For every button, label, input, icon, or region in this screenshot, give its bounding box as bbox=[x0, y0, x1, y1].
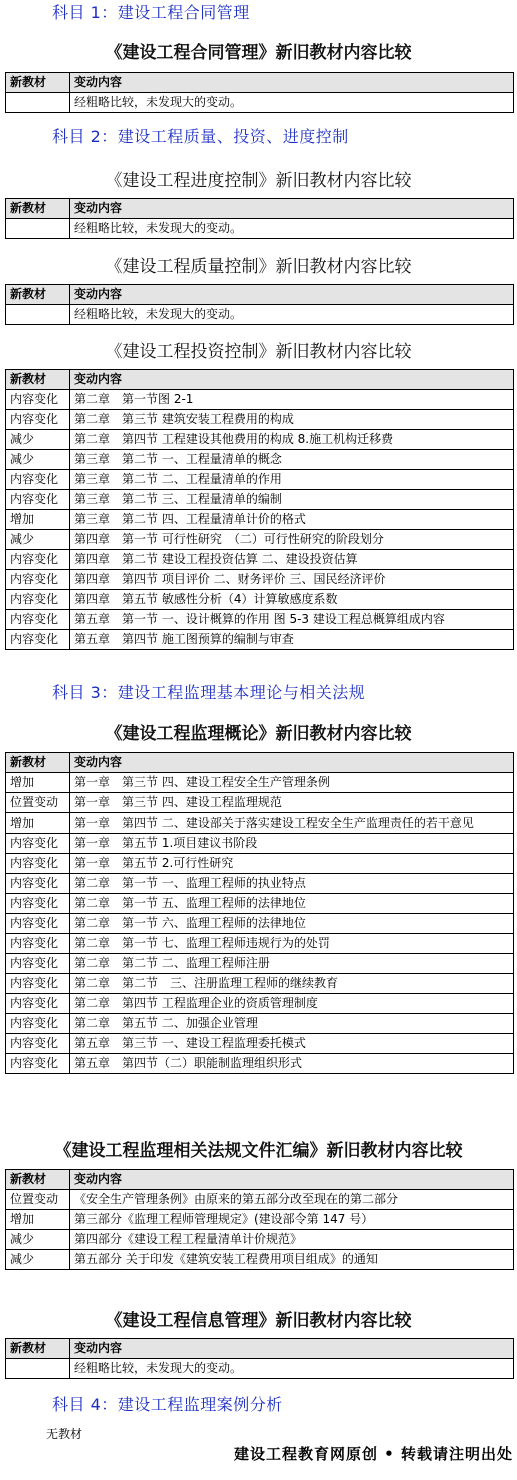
cell-new-book: 减少 bbox=[6, 430, 70, 450]
table-row bbox=[6, 510, 514, 530]
cell-new-book: 内容变化 bbox=[6, 934, 70, 954]
table-row bbox=[6, 773, 514, 793]
table-row bbox=[6, 490, 514, 510]
col-header-change: 变动内容 bbox=[70, 73, 514, 93]
col-header-change: 变动内容 bbox=[70, 199, 514, 219]
table-title-supervision-intro: 《建设工程监理概论》新旧教材内容比较 bbox=[105, 724, 412, 744]
cell-change: 第一章 第五节 1.项目建议书阶段 bbox=[70, 834, 514, 854]
table-header-row bbox=[6, 370, 514, 390]
col-header-new-book: 新教材 bbox=[6, 1170, 70, 1190]
table-row bbox=[6, 1210, 514, 1230]
table-regulations bbox=[5, 1169, 514, 1270]
cell-new-book: 内容变化 bbox=[6, 490, 70, 510]
table-row bbox=[6, 974, 514, 994]
subject-2-heading: 科目 2：建设工程质量、投资、进度控制 bbox=[52, 127, 349, 146]
table-row bbox=[6, 813, 514, 834]
cell-new-book: 减少 bbox=[6, 530, 70, 550]
table-information bbox=[5, 1338, 514, 1379]
table-row bbox=[6, 854, 514, 874]
table-schedule bbox=[5, 198, 514, 239]
cell-change: 第四章 第五节 敏感性分析（4）计算敏感度系数 bbox=[70, 590, 514, 610]
subject-1-heading: 科目 1：建设工程合同管理 bbox=[52, 3, 250, 22]
cell-change: 第四章 第四节 项目评价 二、财务评价 三、国民经济评价 bbox=[70, 570, 514, 590]
cell-change: 第二章 第二节 二、监理工程师注册 bbox=[70, 954, 514, 974]
cell-new-book: 减少 bbox=[6, 1230, 70, 1250]
table-header-row bbox=[6, 73, 514, 93]
cell-new-book: 内容变化 bbox=[6, 1034, 70, 1054]
table-row bbox=[6, 1359, 514, 1379]
cell-new-book: 内容变化 bbox=[6, 854, 70, 874]
table-row bbox=[6, 450, 514, 470]
cell-new-book bbox=[6, 219, 70, 239]
table-row bbox=[6, 390, 514, 410]
table-header-row bbox=[6, 1339, 514, 1359]
cell-change: 第三章 第二节 二、工程量清单的作用 bbox=[70, 470, 514, 490]
table-supervision-intro bbox=[5, 752, 514, 1074]
cell-change: 第一章 第四节 二、建设部关于落实建设工程安全生产监理责任的若干意见 bbox=[70, 813, 514, 834]
cell-new-book: 内容变化 bbox=[6, 570, 70, 590]
cell-change: 第二章 第三节 建筑安装工程费用的构成 bbox=[70, 410, 514, 430]
table-row bbox=[6, 570, 514, 590]
cell-new-book: 内容变化 bbox=[6, 630, 70, 650]
cell-change: 第一章 第三节 四、建设工程安全生产管理条例 bbox=[70, 773, 514, 793]
table-row bbox=[6, 430, 514, 450]
table-row bbox=[6, 934, 514, 954]
table-header-row bbox=[6, 199, 514, 219]
cell-change: 经粗略比较，未发现大的变动。 bbox=[70, 1359, 514, 1379]
cell-change: 第二章 第一节 五、监理工程师的法律地位 bbox=[70, 894, 514, 914]
table-title-quality: 《建设工程质量控制》新旧教材内容比较 bbox=[105, 257, 412, 277]
cell-change: 第二章 第二节 三、注册监理工程师的继续教育 bbox=[70, 974, 514, 994]
table-row bbox=[6, 1250, 514, 1270]
cell-new-book: 减少 bbox=[6, 450, 70, 470]
col-header-new-book: 新教材 bbox=[6, 73, 70, 93]
table-row bbox=[6, 590, 514, 610]
cell-change: 第二章 第五节 二、加强企业管理 bbox=[70, 1014, 514, 1034]
no-material-note: 无教材 bbox=[46, 1427, 83, 1441]
table-row bbox=[6, 1054, 514, 1074]
cell-new-book bbox=[6, 305, 70, 325]
table-row bbox=[6, 530, 514, 550]
table-row bbox=[6, 874, 514, 894]
table-row bbox=[6, 894, 514, 914]
table-contract bbox=[5, 72, 514, 113]
cell-change: 第一章 第五节 2.可行性研究 bbox=[70, 854, 514, 874]
table-header-row bbox=[6, 753, 514, 773]
col-header-change: 变动内容 bbox=[70, 285, 514, 305]
cell-new-book bbox=[6, 93, 70, 113]
cell-new-book: 内容变化 bbox=[6, 1014, 70, 1034]
cell-new-book: 内容变化 bbox=[6, 954, 70, 974]
col-header-change: 变动内容 bbox=[70, 753, 514, 773]
cell-new-book: 内容变化 bbox=[6, 894, 70, 914]
cell-new-book: 内容变化 bbox=[6, 590, 70, 610]
table-row bbox=[6, 410, 514, 430]
table-title-contract: 《建设工程合同管理》新旧教材内容比较 bbox=[105, 43, 412, 63]
col-header-new-book: 新教材 bbox=[6, 1339, 70, 1359]
cell-change: 第五章 第四节（二）职能制监理组织形式 bbox=[70, 1054, 514, 1074]
table-row bbox=[6, 793, 514, 813]
cell-change: 第四部分《建设工程工程量清单计价规范》 bbox=[70, 1230, 514, 1250]
cell-new-book: 内容变化 bbox=[6, 834, 70, 854]
cell-change: 第二章 第一节 七、监理工程师违规行为的处罚 bbox=[70, 934, 514, 954]
table-row bbox=[6, 470, 514, 490]
cell-change: 第五章 第一节 一、设计概算的作用 图 5-3 建设工程总概算组成内容 bbox=[70, 610, 514, 630]
table-investment bbox=[5, 369, 514, 650]
col-header-new-book: 新教材 bbox=[6, 199, 70, 219]
cell-change: 第三章 第二节 三、工程量清单的编制 bbox=[70, 490, 514, 510]
cell-new-book: 减少 bbox=[6, 1250, 70, 1270]
table-title-information: 《建设工程信息管理》新旧教材内容比较 bbox=[105, 1311, 412, 1331]
table-header-row bbox=[6, 1170, 514, 1190]
table-row bbox=[6, 1190, 514, 1210]
cell-change: 第二章 第四节 工程监理企业的资质管理制度 bbox=[70, 994, 514, 1014]
cell-change: 第三章 第二节 四、工程量清单计价的格式 bbox=[70, 510, 514, 530]
cell-new-book: 位置变动 bbox=[6, 1190, 70, 1210]
table-title-schedule: 《建设工程进度控制》新旧教材内容比较 bbox=[105, 171, 412, 191]
cell-change: 第四章 第一节 可行性研究 （二）可行性研究的阶段划分 bbox=[70, 530, 514, 550]
col-header-change: 变动内容 bbox=[70, 1339, 514, 1359]
cell-change: 第三章 第二节 一、工程量清单的概念 bbox=[70, 450, 514, 470]
cell-change: 经粗略比较，未发现大的变动。 bbox=[70, 219, 514, 239]
cell-new-book: 内容变化 bbox=[6, 974, 70, 994]
cell-new-book: 内容变化 bbox=[6, 550, 70, 570]
cell-change: 第五章 第三节 一、建设工程监理委托模式 bbox=[70, 1034, 514, 1054]
cell-change: 第二章 第一节图 2-1 bbox=[70, 390, 514, 410]
cell-change: 经粗略比较，未发现大的变动。 bbox=[70, 93, 514, 113]
cell-change: 第三部分《监理工程师管理规定》(建设部令第 147 号） bbox=[70, 1210, 514, 1230]
cell-change: 第一章 第三节 四、建设工程监理规范 bbox=[70, 793, 514, 813]
table-row bbox=[6, 1230, 514, 1250]
table-row bbox=[6, 1034, 514, 1054]
table-row bbox=[6, 1014, 514, 1034]
cell-change: 第二章 第一节 一、监理工程师的执业特点 bbox=[70, 874, 514, 894]
cell-new-book: 内容变化 bbox=[6, 410, 70, 430]
cell-new-book: 增加 bbox=[6, 773, 70, 793]
table-row bbox=[6, 994, 514, 1014]
col-header-new-book: 新教材 bbox=[6, 370, 70, 390]
cell-change: 第四章 第二节 建设工程投资估算 二、建设投资估算 bbox=[70, 550, 514, 570]
table-row bbox=[6, 834, 514, 854]
subject-3-heading: 科目 3：建设工程监理基本理论与相关法规 bbox=[52, 683, 366, 702]
table-row bbox=[6, 610, 514, 630]
table-row bbox=[6, 954, 514, 974]
cell-change: 《安全生产管理条例》由原来的第五部分改至现在的第二部分 bbox=[70, 1190, 514, 1210]
col-header-change: 变动内容 bbox=[70, 1170, 514, 1190]
footer-copyright: 建设工程教育网原创 • 转载请注明出处 bbox=[233, 1445, 513, 1463]
cell-new-book: 内容变化 bbox=[6, 390, 70, 410]
cell-change: 第五部分 关于印发《建筑安装工程费用项目组成》的通知 bbox=[70, 1250, 514, 1270]
table-row bbox=[6, 219, 514, 239]
col-header-change: 变动内容 bbox=[70, 370, 514, 390]
cell-new-book: 增加 bbox=[6, 510, 70, 530]
cell-new-book: 内容变化 bbox=[6, 994, 70, 1014]
cell-new-book: 增加 bbox=[6, 813, 70, 834]
col-header-new-book: 新教材 bbox=[6, 285, 70, 305]
table-title-investment: 《建设工程投资控制》新旧教材内容比较 bbox=[105, 342, 412, 362]
cell-change: 经粗略比较，未发现大的变动。 bbox=[70, 305, 514, 325]
subject-4-heading: 科目 4：建设工程监理案例分析 bbox=[52, 1395, 283, 1414]
cell-new-book: 内容变化 bbox=[6, 874, 70, 894]
table-title-regulations: 《建设工程监理相关法规文件汇编》新旧教材内容比较 bbox=[54, 1141, 463, 1161]
cell-change: 第二章 第一节 六、监理工程师的法律地位 bbox=[70, 914, 514, 934]
cell-change: 第二章 第四节 工程建设其他费用的构成 8.施工机构迁移费 bbox=[70, 430, 514, 450]
table-row bbox=[6, 93, 514, 113]
table-header-row bbox=[6, 285, 514, 305]
table-row bbox=[6, 914, 514, 934]
cell-new-book bbox=[6, 1359, 70, 1379]
table-quality bbox=[5, 284, 514, 325]
table-row bbox=[6, 630, 514, 650]
table-row bbox=[6, 305, 514, 325]
cell-new-book: 位置变动 bbox=[6, 793, 70, 813]
cell-change: 第五章 第四节 施工图预算的编制与审查 bbox=[70, 630, 514, 650]
col-header-new-book: 新教材 bbox=[6, 753, 70, 773]
cell-new-book: 内容变化 bbox=[6, 914, 70, 934]
cell-new-book: 内容变化 bbox=[6, 1054, 70, 1074]
cell-new-book: 增加 bbox=[6, 1210, 70, 1230]
table-row bbox=[6, 550, 514, 570]
cell-new-book: 内容变化 bbox=[6, 470, 70, 490]
cell-new-book: 内容变化 bbox=[6, 610, 70, 630]
